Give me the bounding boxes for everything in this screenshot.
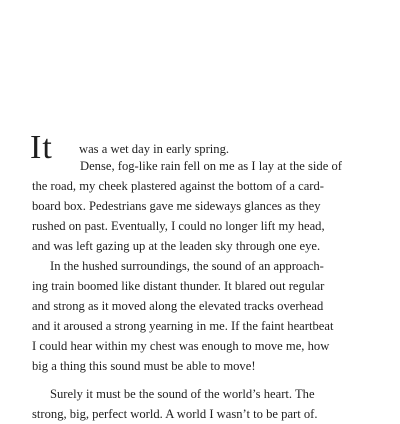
text-line: and it aroused a strong yearning in me. If the faint heartbeat (32, 319, 334, 333)
drop-cap: It (30, 129, 53, 166)
text-line: the road, my cheek plastered against the bottom of a card- (32, 179, 324, 193)
text-line: I could hear within my chest was enough to move me, how (32, 339, 330, 353)
text-line: board box. Pedestrians gave me sideways glances as they (32, 199, 321, 213)
text-line: Dense, fog-like rain fell on me as I lay at the side of (80, 159, 342, 173)
text-line: big a thing this sound must be able to move! (32, 359, 256, 373)
text-line: Surely it must be the sound of the world’s heart. The (50, 387, 315, 401)
paragraph-2 (32, 156, 372, 256)
text-line: strong, big, perfect world. A world I wasn’t to be part of. (32, 407, 318, 421)
body-text (30, 129, 372, 424)
paragraph-3 (32, 256, 372, 376)
text-line: was a wet day in early spring. (79, 142, 230, 156)
paragraph-4 (32, 384, 372, 424)
text-line: In the hushed surroundings, the sound of an approach- (50, 259, 324, 273)
text-line: and was left gazing up at the leaden sky through one eye. (32, 239, 321, 253)
text-line: rushed on past. Eventually, I could no longer lift my head, (32, 219, 325, 233)
text-line: and strong as it moved along the elevated tracks overhead (32, 299, 324, 313)
text-line: ing train boomed like distant thunder. It blared out regular (32, 279, 325, 293)
paragraph-spacer (32, 376, 372, 384)
